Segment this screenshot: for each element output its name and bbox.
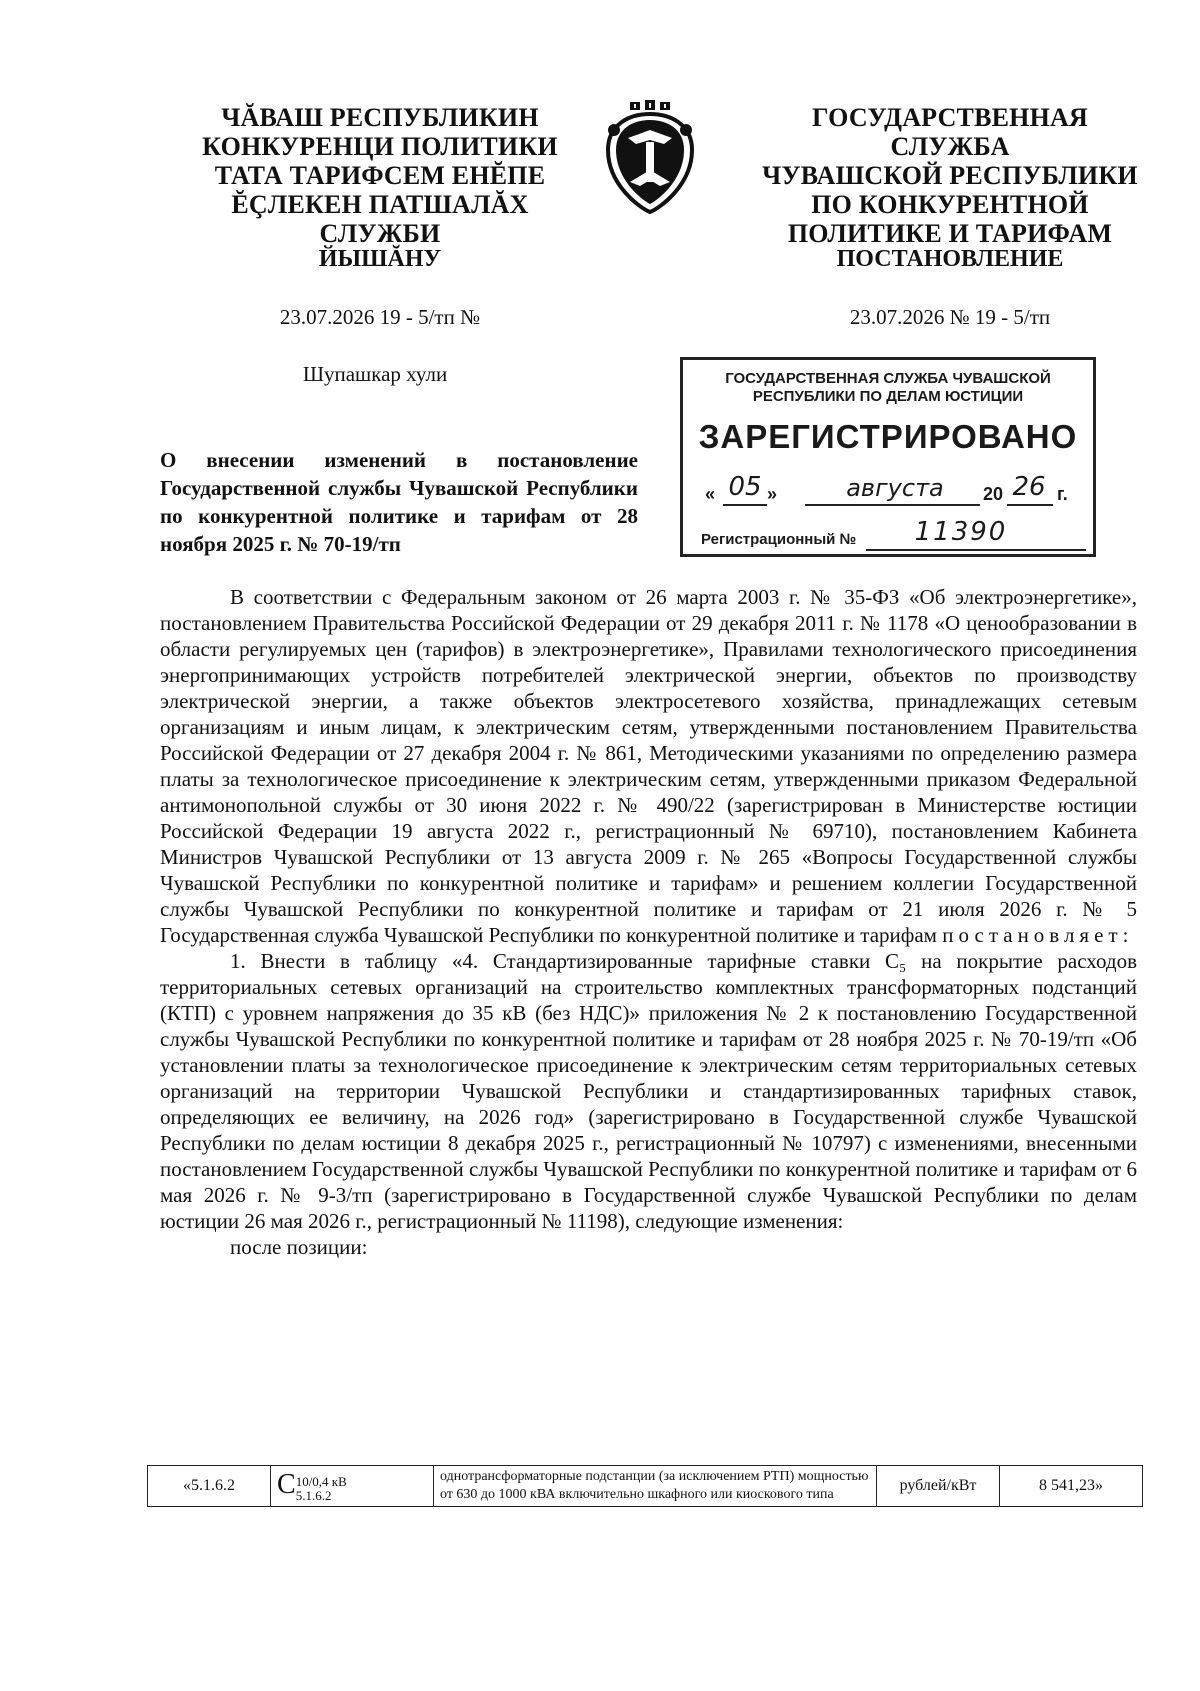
stamp-underline [805,504,980,506]
header-right-org [750,103,1150,248]
stamp-quote-close: » [767,484,778,504]
header-left-line: ЧĂВАШ РЕСПУБЛИКИН [221,103,539,132]
stamp-month: августа [846,474,944,502]
cell-unit: рублей/кВт [877,1466,1000,1507]
document-body [160,584,1137,1260]
doc-type-chuvash: ЙЫШĂНУ [318,246,442,272]
stamp-underline [1007,504,1053,506]
cell-symbol-indices [296,1475,347,1503]
header-right-line: ПОЛИТИКЕ И ТАРИФАМ [787,219,1113,248]
header-right-line: ПО КОНКУРЕНТНОЙ [811,190,1089,219]
body-paragraph-text: В соответствии с Федеральным законом от 26 марта 2003 г. № 35-ФЗ «Об электроэнергетике», постановлением Правительства Российской Федерации от 29 декабря 2011 г. № 1178 «О ценообразовании в области регулируемых цен (тарифов) в электроэнергетике», Правилами технологического присоединения энергопринимающих устройств потребителей электрической энергии, объектов по производству электрической энергии, а также объектов электросетевого хозяйства, принадлежащих сетевым организациям и иным лицам, к электрическим сетям, утвержденными постановлением Правительства Российской Федерации от 27 декабря 2004 г. № 861, Методическими указаниями по определению размера платы за технологическое присоединение к электрическим сетям, утвержденными приказом Федеральной антимонопольной службы от 30 июня 2022 г. № 490/22 (зарегистрирован в Министерстве юстиции Российской Федерации 19 августа 2022 г., регистрационный № 69710), постановлением Кабинета Министров Чувашской Республики от 13 августа 2009 г. № 265 «Вопросы Государственной службы Чувашской Республики по конкурентной политике и тарифам» и решением коллегии Государственной службы Чувашской Республики по конкурентной политике и тарифам от 21 июля 2026 г. № 5 Государственная служба Чувашской Республики по конкурентной политике и тарифам [160,585,1137,947]
document-title: О внесении изменений в постановление Государственной службы Чувашской Республики по конкурентной политике и тарифам от 28 ноября 2025 г. № 70-19/тп [160,448,638,556]
stamp-day: 05 [728,472,762,502]
doc-type-russian: ПОСТАНОВЛЕНИЕ [836,246,1064,272]
body-paragraph-resolves: постановляет: [942,923,1134,947]
stamp-org-line: РЕСПУБЛИКИ ПО ДЕЛАМ ЮСТИЦИИ [752,388,1024,405]
cell-symbol-letter: C [277,1468,296,1500]
cell-symbol [271,1466,434,1507]
stamp-org [683,370,1093,406]
stamp-date [705,472,1085,510]
city-name: Шупашкар хули [302,362,448,386]
stamp-quote-open: « [705,484,716,504]
header-left-line: ĔÇЛЕКЕН ПАТШАЛĂХ СЛУЖБИ [231,190,529,248]
cell-code: «5.1.6.2 [148,1466,271,1507]
stamp-org-line: ГОСУДАРСТВЕННАЯ СЛУЖБА ЧУВАШСКОЙ [725,370,1051,387]
header-right-line: ЧУВАШСКОЙ РЕСПУБЛИКИ [762,161,1138,190]
stamp-reg-value: 11390 [914,517,1008,547]
header-left-line: КОНКУРЕНЦИ ПОЛИТИКИ [202,132,558,161]
body-paragraph: после позиции: [230,1235,368,1259]
cell-value: 8 541,23» [1000,1466,1143,1507]
stamp-reg-number [701,517,1091,555]
stamp-year-suffix: 26 [1012,472,1046,502]
header-right-line: ГОСУДАРСТВЕННАЯ СЛУЖБА [812,103,1088,161]
doc-number-chuvash: 23.07.2026 19 - 5/тп № [279,305,481,329]
cell-symbol-sup: 10/0,4 кВ [295,1474,347,1490]
position-table [147,1465,1143,1507]
cell-description: однотрансформаторные подстанции (за исключением РТП) мощностью от 630 до 1000 кВА включительно шкафного или киоскового типа [434,1466,877,1507]
stamp-year-prefix: 20 [983,484,1004,504]
doc-number-russian: 23.07.2026 № 19 - 5/тп [849,305,1051,329]
stamp-underline [866,549,1086,551]
stamp-reg-label: Регистрационный № [701,531,857,548]
registration-stamp [680,357,1096,557]
header-left-line: ТАТА ТАРИФСЕМ ЕНĔПЕ [214,161,546,190]
stamp-year-unit: г. [1057,484,1068,504]
stamp-underline [723,504,767,506]
cell-symbol-sub: 5.1.6.2 [295,1488,332,1504]
body-paragraph: 1. Внести в таблицу «4. Стандартизированные тарифные ставки С₅ на покрытие расходов территориальных сетевых организаций на строительство комплектных трансформаторных подстанций (КТП) с уровнем напряжения до 35 кВ (без НДС)» приложения № 2 к постановлению Государственной службы Чувашской Республики по конкурентной политике и тарифам от 28 ноября 2025 г. № 70-19/тп «Об установлении платы за технологическое присоединение к электрическим сетям территориальных сетевых организаций на территории Чувашской Республики и стандартизированных тарифных ставок, определяющих ее величину, на 2026 год» (зарегистрировано в Государственной службе Чувашской Республики по делам юстиции 8 декабря 2025 г., регистрационный № 10797) с изменениями, внесенными постановлением Государственной службы Чувашской Республики по конкурентной политике и тарифам от 6 мая 2026 г. № 9-3/тп (зарегистрировано в Государственной службе Чувашской Республики по делам юстиции 26 мая 2026 г., регистрационный № 11198), следующие изменения: [160,949,1137,1233]
chuvash-emblem-icon [600,100,700,220]
header-left-org [190,103,570,248]
body-paragraph [160,584,1137,948]
stamp-registered: ЗАРЕГИСТРИРОВАНО [698,418,1078,455]
table-row [148,1466,1143,1507]
